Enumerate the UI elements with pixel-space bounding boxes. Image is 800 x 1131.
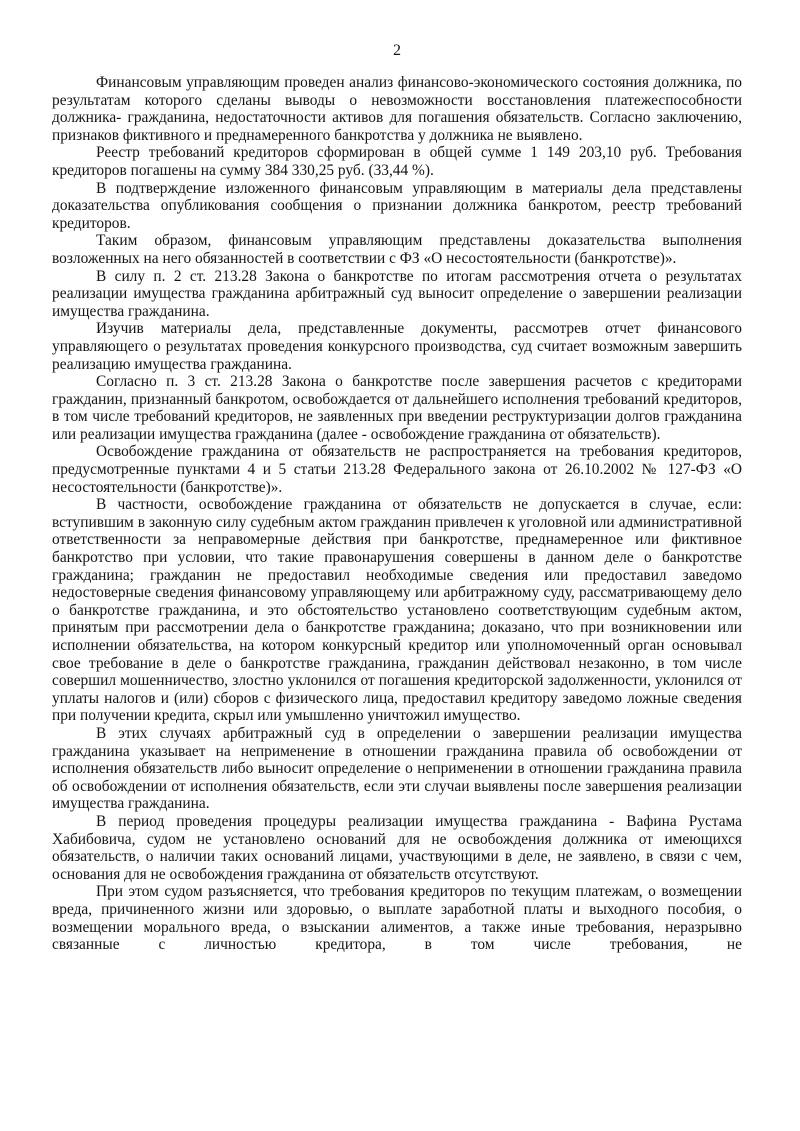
paragraph: Согласно п. 3 ст. 213.28 Закона о банкротстве после завершения расчетов с кредиторами гражданин, признанный банкротом, освобождается от дальнейшего исполнения требований кредиторов, в том числе требований кредиторов, не заявленных при введении реструктуризации долгов гражданина или реализации имущества гражданина (далее - освобождение гражданина от обязательств). <box>52 373 742 443</box>
page-number: 2 <box>393 42 401 59</box>
paragraph: В этих случаях арбитражный суд в определении о завершении реализации имущества гражданина указывает на неприменение в отношении гражданина правила об освобождении от исполнения обязательств либо выносит определение о неприменении в отношении гражданина правила об освобождении от исполнения обязательств, если эти случаи выявлены после завершения реализации имущества гражданина. <box>52 724 742 813</box>
paragraph: Изучив материалы дела, представленные документы, рассмотрев отчет финансового управляющего о результатах проведения конкурсного производства, суд считает возможным завершить реализацию имущества гражданина. <box>52 320 742 373</box>
paragraph: В силу п. 2 ст. 213.28 Закона о банкротстве по итогам рассмотрения отчета о результатах реализации имущества гражданина арбитражный суд выносит определение о завершении реализации имущества гражданина. <box>52 267 742 320</box>
paragraph: В частности, освобождение гражданина от обязательств не допускается в случае, если: вступившим в законную силу судебным актом гражданин привлечен к уголовной или административной ответственности за неправомерные действия при банкротстве, преднамеренное или фиктивное банкротство при условии, что такие правонарушения совершены в данном деле о банкротстве гражданина; гражданин не предоставил необходимые сведения или предоставил заведомо недостоверные сведения финансовому управляющему или арбитражному суду, рассматривающему дело о банкротстве гражданина, и это обстоятельство установлено соответствующим судебным актом, принятым при рассмотрении дела о банкротстве гражданина; доказано, что при возникновении или исполнении обязательства, на котором конкурсный кредитор или уполномоченный орган основывал свое требование в деле о банкротстве гражданина, гражданин действовал незаконно, в том числе совершил мошенничество, злостно уклонился от погашения кредиторской задолженности, уклонился от уплаты налогов и (или) сборов с физического лица, предоставил кредитору заведомо ложные сведения при получении кредита, скрыл или умышленно уничтожил имущество. <box>52 496 742 725</box>
paragraph: Реестр требований кредиторов сформирован в общей сумме 1 149 203,10 руб. Требования кредиторов погашены на сумму 384 330,25 руб. (33,44 %). <box>52 144 742 179</box>
paragraph: В подтверждение изложенного финансовым управляющим в материалы дела представлены доказательства опубликования сообщения о признании должника банкротом, реестр требований кредиторов. <box>52 179 742 232</box>
paragraph: В период проведения процедуры реализации имущества гражданина - Вафина Рустама Хабибовича, судом не установлено оснований для не освобождения должника от имеющихся обязательств, о наличии таких оснований лицами, участвующими в деле, не заявлено, в связи с чем, основания для не освобождения гражданина от обязательств отсутствуют. <box>52 812 742 883</box>
document-body <box>52 74 742 954</box>
page-content <box>52 42 742 954</box>
paragraph: При этом судом разъясняется, что требования кредиторов по текущим платежам, о возмещении вреда, причиненного жизни или здоровью, о выплате заработной платы и выходного пособия, о возмещении морального вреда, о взыскании алиментов, а также иные требования, неразрывно связанные с личностью кредитора, в том числе требования, не <box>52 883 742 954</box>
paragraph: Таким образом, финансовым управляющим представлены доказательства выполнения возложенных на него обязанностей в соответствии с ФЗ «О несостоятельности (банкротстве)». <box>52 232 742 267</box>
paragraph: Освобождение гражданина от обязательств не распространяется на требования кредиторов, предусмотренные пунктами 4 и 5 статьи 213.28 Федерального закона от 26.10.2002 № 127-ФЗ «О несостоятельности (банкротстве)». <box>52 443 742 496</box>
paragraph: Финансовым управляющим проведен анализ финансово-экономического состояния должника, по результатам которого сделаны выводы о невозможности восстановления платежеспособности должника- гражданина, недостаточности активов для погашения обязательств. Согласно заключению, признаков фиктивного и преднамеренного банкротства у должника не выявлено. <box>52 74 742 144</box>
